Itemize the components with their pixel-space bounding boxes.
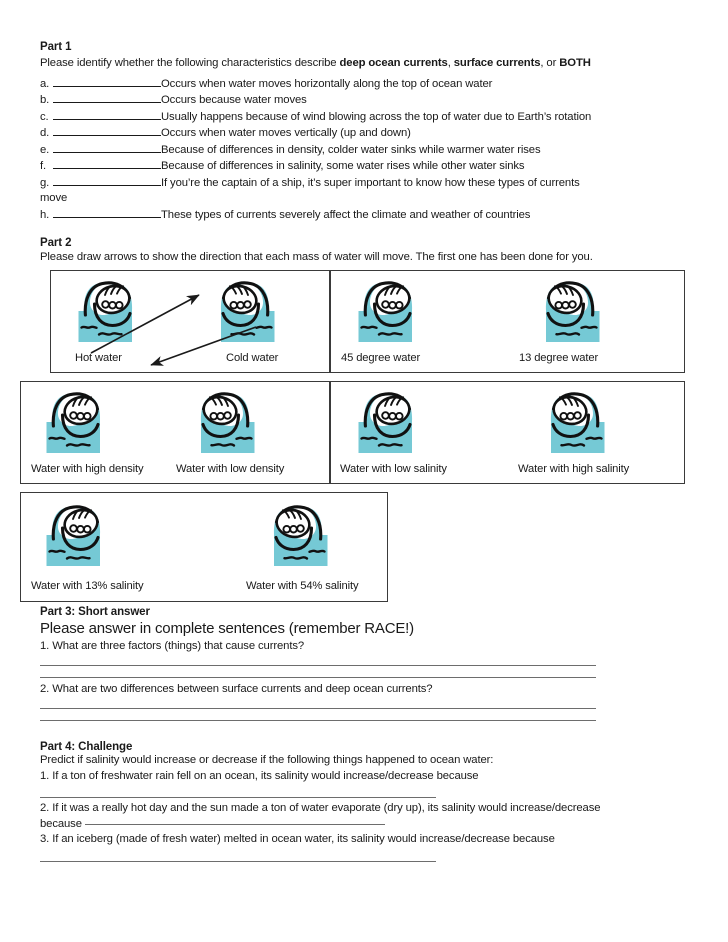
part-3-question-2: 2. What are two differences between surface currents and deep ocean currents? <box>40 683 433 695</box>
wave-cell-low-salinity <box>340 391 520 483</box>
question-text-d: Occurs when water moves vertically (up and down) <box>161 127 411 139</box>
part-4-instruction: Predict if salinity would increase or decrease if the following things happened to ocean water: <box>40 754 494 766</box>
question-text-a: Occurs when water moves horizontally along the top of ocean water <box>161 77 493 90</box>
wave-icon <box>259 504 331 574</box>
question-letter-c: c. <box>40 110 49 123</box>
question-text-f: Because of differences in salinity, some water rises while other water sinks <box>161 160 525 172</box>
wave-label: Water with low density <box>176 463 285 475</box>
wave-icon <box>186 391 258 461</box>
answer-blank-c[interactable] <box>53 109 161 120</box>
question-letter-h: h. <box>40 208 50 221</box>
wave-label: 45 degree water <box>341 352 421 364</box>
part-1-instruction <box>40 56 700 72</box>
bold-surface-currents: surface currents <box>453 57 541 69</box>
question-text-c: Usually happens because of wind blowing across the top of water due to Earth’s rotation <box>161 110 592 123</box>
bold-deep-ocean-currents: deep ocean currents <box>339 57 448 69</box>
wave-label: Water with 13% salinity <box>31 580 144 592</box>
wave-cell-45-degree-water <box>341 280 515 372</box>
question-letter-e: e. <box>40 143 50 156</box>
wave-icon <box>43 504 115 574</box>
part-3-heading: Part 3: Short answer <box>40 606 150 618</box>
question-e <box>40 142 700 159</box>
wave-cell-13-degree-water <box>519 280 691 372</box>
question-h <box>40 207 700 224</box>
wave-icon <box>43 391 115 461</box>
question-g-continuation: move <box>40 192 68 204</box>
answer-blank-e[interactable] <box>53 142 161 153</box>
question-letter-d: d. <box>40 127 50 139</box>
part-4-question-2-continuation <box>40 817 700 833</box>
answer-blank-d[interactable] <box>53 125 161 136</box>
part-3-section <box>40 606 700 721</box>
part-2-box-density <box>20 381 330 484</box>
bold-both: BOTH <box>559 57 591 69</box>
answer-blank-f[interactable] <box>53 158 161 169</box>
question-letter-b: b. <box>40 94 50 106</box>
part-1-heading: Part 1 <box>40 41 72 53</box>
wave-cell-54-percent-salinity <box>246 504 419 599</box>
sep-1: , <box>447 57 454 69</box>
wave-cell-low-density <box>176 391 336 483</box>
wave-icon <box>355 391 427 461</box>
answer-line-3-1a[interactable] <box>40 665 596 666</box>
answer-blank-h[interactable] <box>53 207 161 218</box>
wave-icon <box>536 391 608 461</box>
wave-label: Water with 54% salinity <box>246 580 359 592</box>
wave-cell-high-salinity <box>518 391 701 483</box>
part-2-box-percent-salinity <box>20 492 388 602</box>
part-3-subheading: Please answer in complete sentences (remember RACE!) <box>40 620 414 637</box>
wave-cell-high-density <box>31 391 193 483</box>
because-label: because <box>40 817 82 830</box>
part-2-instruction: Please draw arrows to show the direction that each mass of water will move. The first one has been done for you. <box>40 251 593 263</box>
arrow-down-left <box>151 327 256 365</box>
part-4-question-3: 3. If an iceberg (made of fresh water) melted in ocean water, its salinity would increase/decrease because <box>40 833 555 845</box>
part-4-section <box>40 741 700 862</box>
answer-line-4-3[interactable] <box>40 861 436 862</box>
question-text-h: These types of currents severely affect the climate and weather of countries <box>161 208 531 221</box>
part-3-question-1: 1. What are three factors (things) that cause currents? <box>40 640 305 652</box>
wave-icon <box>531 280 603 350</box>
wave-label: Water with high density <box>31 463 144 475</box>
answer-blank-b[interactable] <box>53 92 161 103</box>
answer-blank-a[interactable] <box>53 76 161 87</box>
answer-line-3-2a[interactable] <box>40 708 596 709</box>
question-text-g: If you’re the captain of a ship, it’s super important to know how these types of currents <box>161 176 580 189</box>
answer-line-4-1[interactable] <box>40 797 436 798</box>
question-letter-a: a. <box>40 77 50 90</box>
wave-label: Water with low salinity <box>340 463 447 475</box>
part-2-box-salinity <box>330 381 685 484</box>
question-letter-g: g. <box>40 176 50 189</box>
question-letter-f: f. <box>40 160 47 172</box>
wave-label: Cold water <box>226 352 279 364</box>
question-text-b: Occurs because water moves <box>161 94 307 106</box>
question-f <box>40 158 700 175</box>
wave-icon <box>355 280 427 350</box>
answer-line-3-2b[interactable] <box>40 720 596 721</box>
question-c <box>40 109 700 126</box>
part-2-heading: Part 2 <box>40 237 72 249</box>
part-4-question-2: 2. If it was a really hot day and the sun made a ton of water evaporate (dry up), its salinity would increase/decrease <box>40 802 601 814</box>
wave-cell-13-percent-salinity <box>31 504 203 599</box>
part-2-box-degree-water <box>330 270 685 373</box>
question-g <box>40 175 700 192</box>
sep-2: , or <box>540 57 560 69</box>
part-4-heading: Part 4: Challenge <box>40 741 133 753</box>
wave-label: 13 degree water <box>519 352 599 364</box>
part-1-section <box>40 41 700 223</box>
example-arrows <box>51 271 331 374</box>
answer-blank-g[interactable] <box>53 175 161 186</box>
question-text-e: Because of differences in density, colder water sinks while warmer water rises <box>161 143 541 156</box>
answer-line-3-1b[interactable] <box>40 677 596 678</box>
question-d <box>40 125 700 142</box>
arrow-up-right <box>91 295 199 353</box>
wave-label: Water with high salinity <box>518 463 630 475</box>
question-b <box>40 92 700 109</box>
part-2-box-temperature-example <box>50 270 330 373</box>
question-a <box>40 76 700 93</box>
instruction-text-pre: Please identify whether the following characteristics describe <box>40 57 340 69</box>
part-4-question-1: 1. If a ton of freshwater rain fell on an ocean, its salinity would increase/decrease because <box>40 769 479 782</box>
wave-label: Hot water <box>75 352 122 364</box>
answer-line-4-2[interactable] <box>85 824 385 825</box>
